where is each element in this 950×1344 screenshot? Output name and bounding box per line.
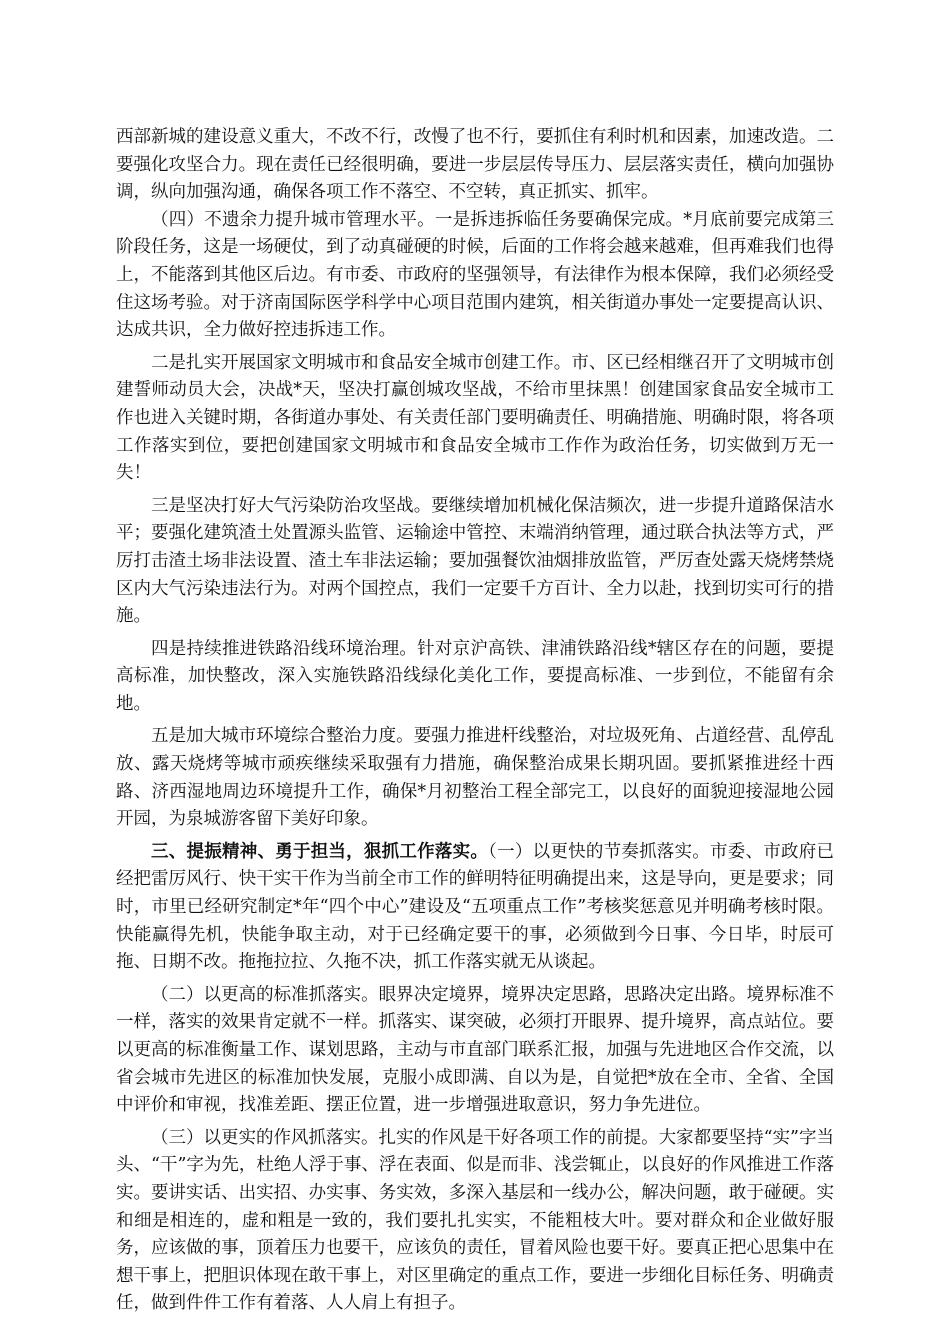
paragraph-practical-style: （三）以更实的作风抓落实。扎实的作风是干好各项工作的前提。大家都要坚持“实”字当头、“干”字为先，杜绝人浮于事、浮在表面、似是而非、浅尝辄止，以良好的作风推进工作落实。要讲实话、出实招、办实事、务实效，多深入基层和一线办公，解决问题，敢于碰硬。实和细是相连的，虚和粗是一致的，我们要扎扎实实，不能粗枝大叶。要对群众和企业做好服务，应该做的事，顶着压力也要干，应该负的责任，冒着风险也要干好。要真正把心思集中在想干事上，把胆识体现在敢干事上，对区里确定的重点工作，要进一步细化目标任务、明确责任，做到件件工作有着落、人人肩上有担子。 (116, 1127, 834, 1314)
section-body: （一）以更快的节奏抓落实。市委、市政府已经把雷厉风行、快干实干作为当前全市工作的鲜明特征明确提出来，这是导向，更是要求；同时，市里已经研究制定*年“四个中心”建设及“五项重点工作”考核奖惩意见并明确考核时限。快能赢得先机，快能争取主动，对于已经确定要干的事，必须做到今日事、今日毕，时辰可拖、日期不改。拖拖拉拉、久拖不决，抓工作落实就无从谈起。 (116, 841, 834, 973)
paragraph-railway-environment: 四是持续推进铁路沿线环境治理。针对京沪高铁、津浦铁路沿线*辖区存在的问题，要提高标准，加快整改，深入实施铁路沿线绿化美化工作，要提高标准、一步到位，不能留有余地。 (116, 638, 834, 714)
paragraph-higher-standard: （二）以更高的标准抓落实。眼界决定境界，境界决定思路，思路决定出路。境界标准不一样，落实的效果肯定就不一样。抓落实、谋突破，必须打开眼界、提升境界，高点站位。要以更高的标准衡量工作、谋划思路，主动与市直部门联系汇报，加强与先进地区合作交流，以省会城市先进区的标准加快发展，克服小成即满、自以为是，自觉把*放在全市、全省、全国中评价和审视，找准差距、摆正位置，进一步增强进取意识，努力争先进位。 (116, 984, 834, 1116)
section-heading: 三、提振精神、勇于担当，狠抓工作落实。 (151, 841, 489, 862)
paragraph-city-management: （四）不遗余力提升城市管理水平。一是拆违拆临任务要确保完成。*月底前要完成第三阶段任务，这是一场硬仗，到了动真碰硬的时候，后面的工作将会越来越难，但再难我们也得上，不能落到其他区后边。有市委、市政府的坚强领导，有法律作为根本保障，我们必须经受住这场考验。对于济南国际医学科学中心项目范围内建筑，相关街道办事处一定要提高认识、达成共识，全力做好控违拆违工作。 (116, 209, 834, 341)
paragraph-air-pollution: 三是坚决打好大气污染防治攻坚战。要继续增加机械化保洁频次，进一步提升道路保洁水平；要强化建筑渣土处置源头监管、运输途中管控、末端消纳管理，通过联合执法等方式，严厉打击渣土场非法设置、渣土车非法运输；要加强餐饮油烟排放监管，严厉查处露天烧烤禁烧区内大气污染违法行为。对两个国控点，我们一定要千方百计、全力以赴，找到切实可行的措施。 (116, 495, 834, 627)
paragraph-section-three (116, 839, 834, 977)
paragraph-continuation: 西部新城的建设意义重大，不改不行，改慢了也不行，要抓住有利时机和因素，加速改造。二要强化攻坚合力。现在责任已经很明确，要进一步层层传导压力、层层落实责任，横向加强协调，纵向加强沟通，确保各项工作不落空、不空转，真正抓实、抓牢。 (116, 127, 834, 203)
document-page (116, 124, 834, 1318)
paragraph-civilized-city: 二是扎实开展国家文明城市和食品安全城市创建工作。市、区已经相继召开了文明城市创建誓师动员大会，决战*天，坚决打赢创城攻坚战，不给市里抹黑！创建国家食品安全城市工作也进入关键时期，各街道办事处、有关责任部门要明确责任、明确措施、明确时限，将各项工作落实到位，要把创建国家文明城市和食品安全城市工作作为政治任务，切实做到万无一失！ (116, 352, 834, 484)
paragraph-environment-rectification: 五是加大城市环境综合整治力度。要强力推进杆线整治，对垃圾死角、占道经营、乱停乱放、露天烧烤等城市顽疾继续采取强有力措施，确保整治成果长期巩固。要抓紧推进经十西路、济西湿地周边环境提升工作，确保*月初整治工程全部完工，以良好的面貌迎接湿地公园开园，为泉城游客留下美好印象。 (116, 726, 834, 830)
